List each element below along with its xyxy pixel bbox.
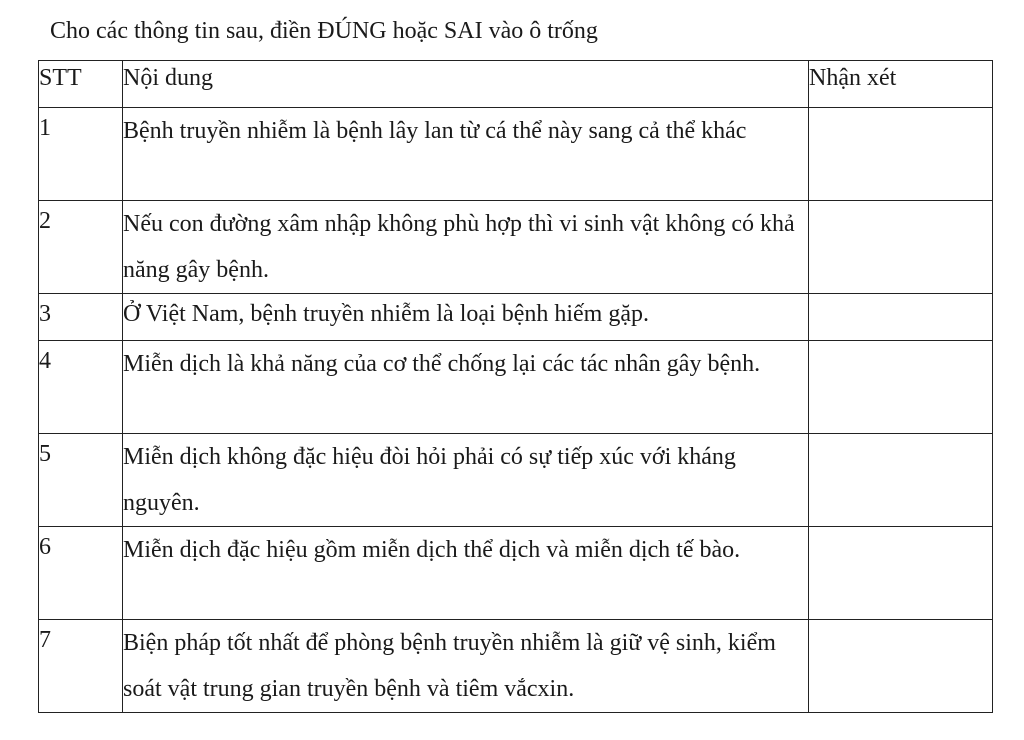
row-number: 7 [39, 620, 123, 713]
row-statement: Nếu con đường xâm nhập không phù hợp thì vi sinh vật không có khả năng gây bệnh. [123, 201, 809, 294]
table-row [39, 620, 993, 713]
row-statement: Biện pháp tốt nhất để phòng bệnh truyền nhiễm là giữ vệ sinh, kiểm soát vật trung gian truyền bệnh và tiêm vắcxin. [123, 620, 809, 713]
table-row [39, 434, 993, 527]
row-number: 5 [39, 434, 123, 527]
row-statement: Ở Việt Nam, bệnh truyền nhiễm là loại bệnh hiếm gặp. [123, 294, 809, 341]
row-number: 3 [39, 294, 123, 341]
answer-cell[interactable] [809, 620, 993, 713]
answer-cell[interactable] [809, 294, 993, 341]
answer-cell[interactable] [809, 108, 993, 201]
true-false-table [38, 60, 993, 713]
table-row [39, 108, 993, 201]
row-statement: Bệnh truyền nhiễm là bệnh lây lan từ cá thể này sang cả thể khác [123, 108, 809, 201]
row-number: 6 [39, 527, 123, 620]
answer-cell[interactable] [809, 341, 993, 434]
row-number: 4 [39, 341, 123, 434]
answer-cell[interactable] [809, 434, 993, 527]
instruction-text: Cho các thông tin sau, điền ĐÚNG hoặc SAI vào ô trống [50, 18, 598, 44]
row-number: 2 [39, 201, 123, 294]
answer-cell[interactable] [809, 527, 993, 620]
row-statement: Miễn dịch là khả năng của cơ thể chống lại các tác nhân gây bệnh. [123, 341, 809, 434]
table-header-row [39, 61, 993, 108]
row-statement: Miễn dịch đặc hiệu gồm miễn dịch thể dịch và miễn dịch tế bào. [123, 527, 809, 620]
header-comment: Nhận xét [809, 61, 993, 108]
row-number: 1 [39, 108, 123, 201]
table-row [39, 294, 993, 341]
answer-cell[interactable] [809, 201, 993, 294]
table-row [39, 341, 993, 434]
table-row [39, 527, 993, 620]
header-content: Nội dung [123, 61, 809, 108]
header-stt: STT [39, 61, 123, 108]
row-statement: Miễn dịch không đặc hiệu đòi hỏi phải có sự tiếp xúc với kháng nguyên. [123, 434, 809, 527]
table-row [39, 201, 993, 294]
